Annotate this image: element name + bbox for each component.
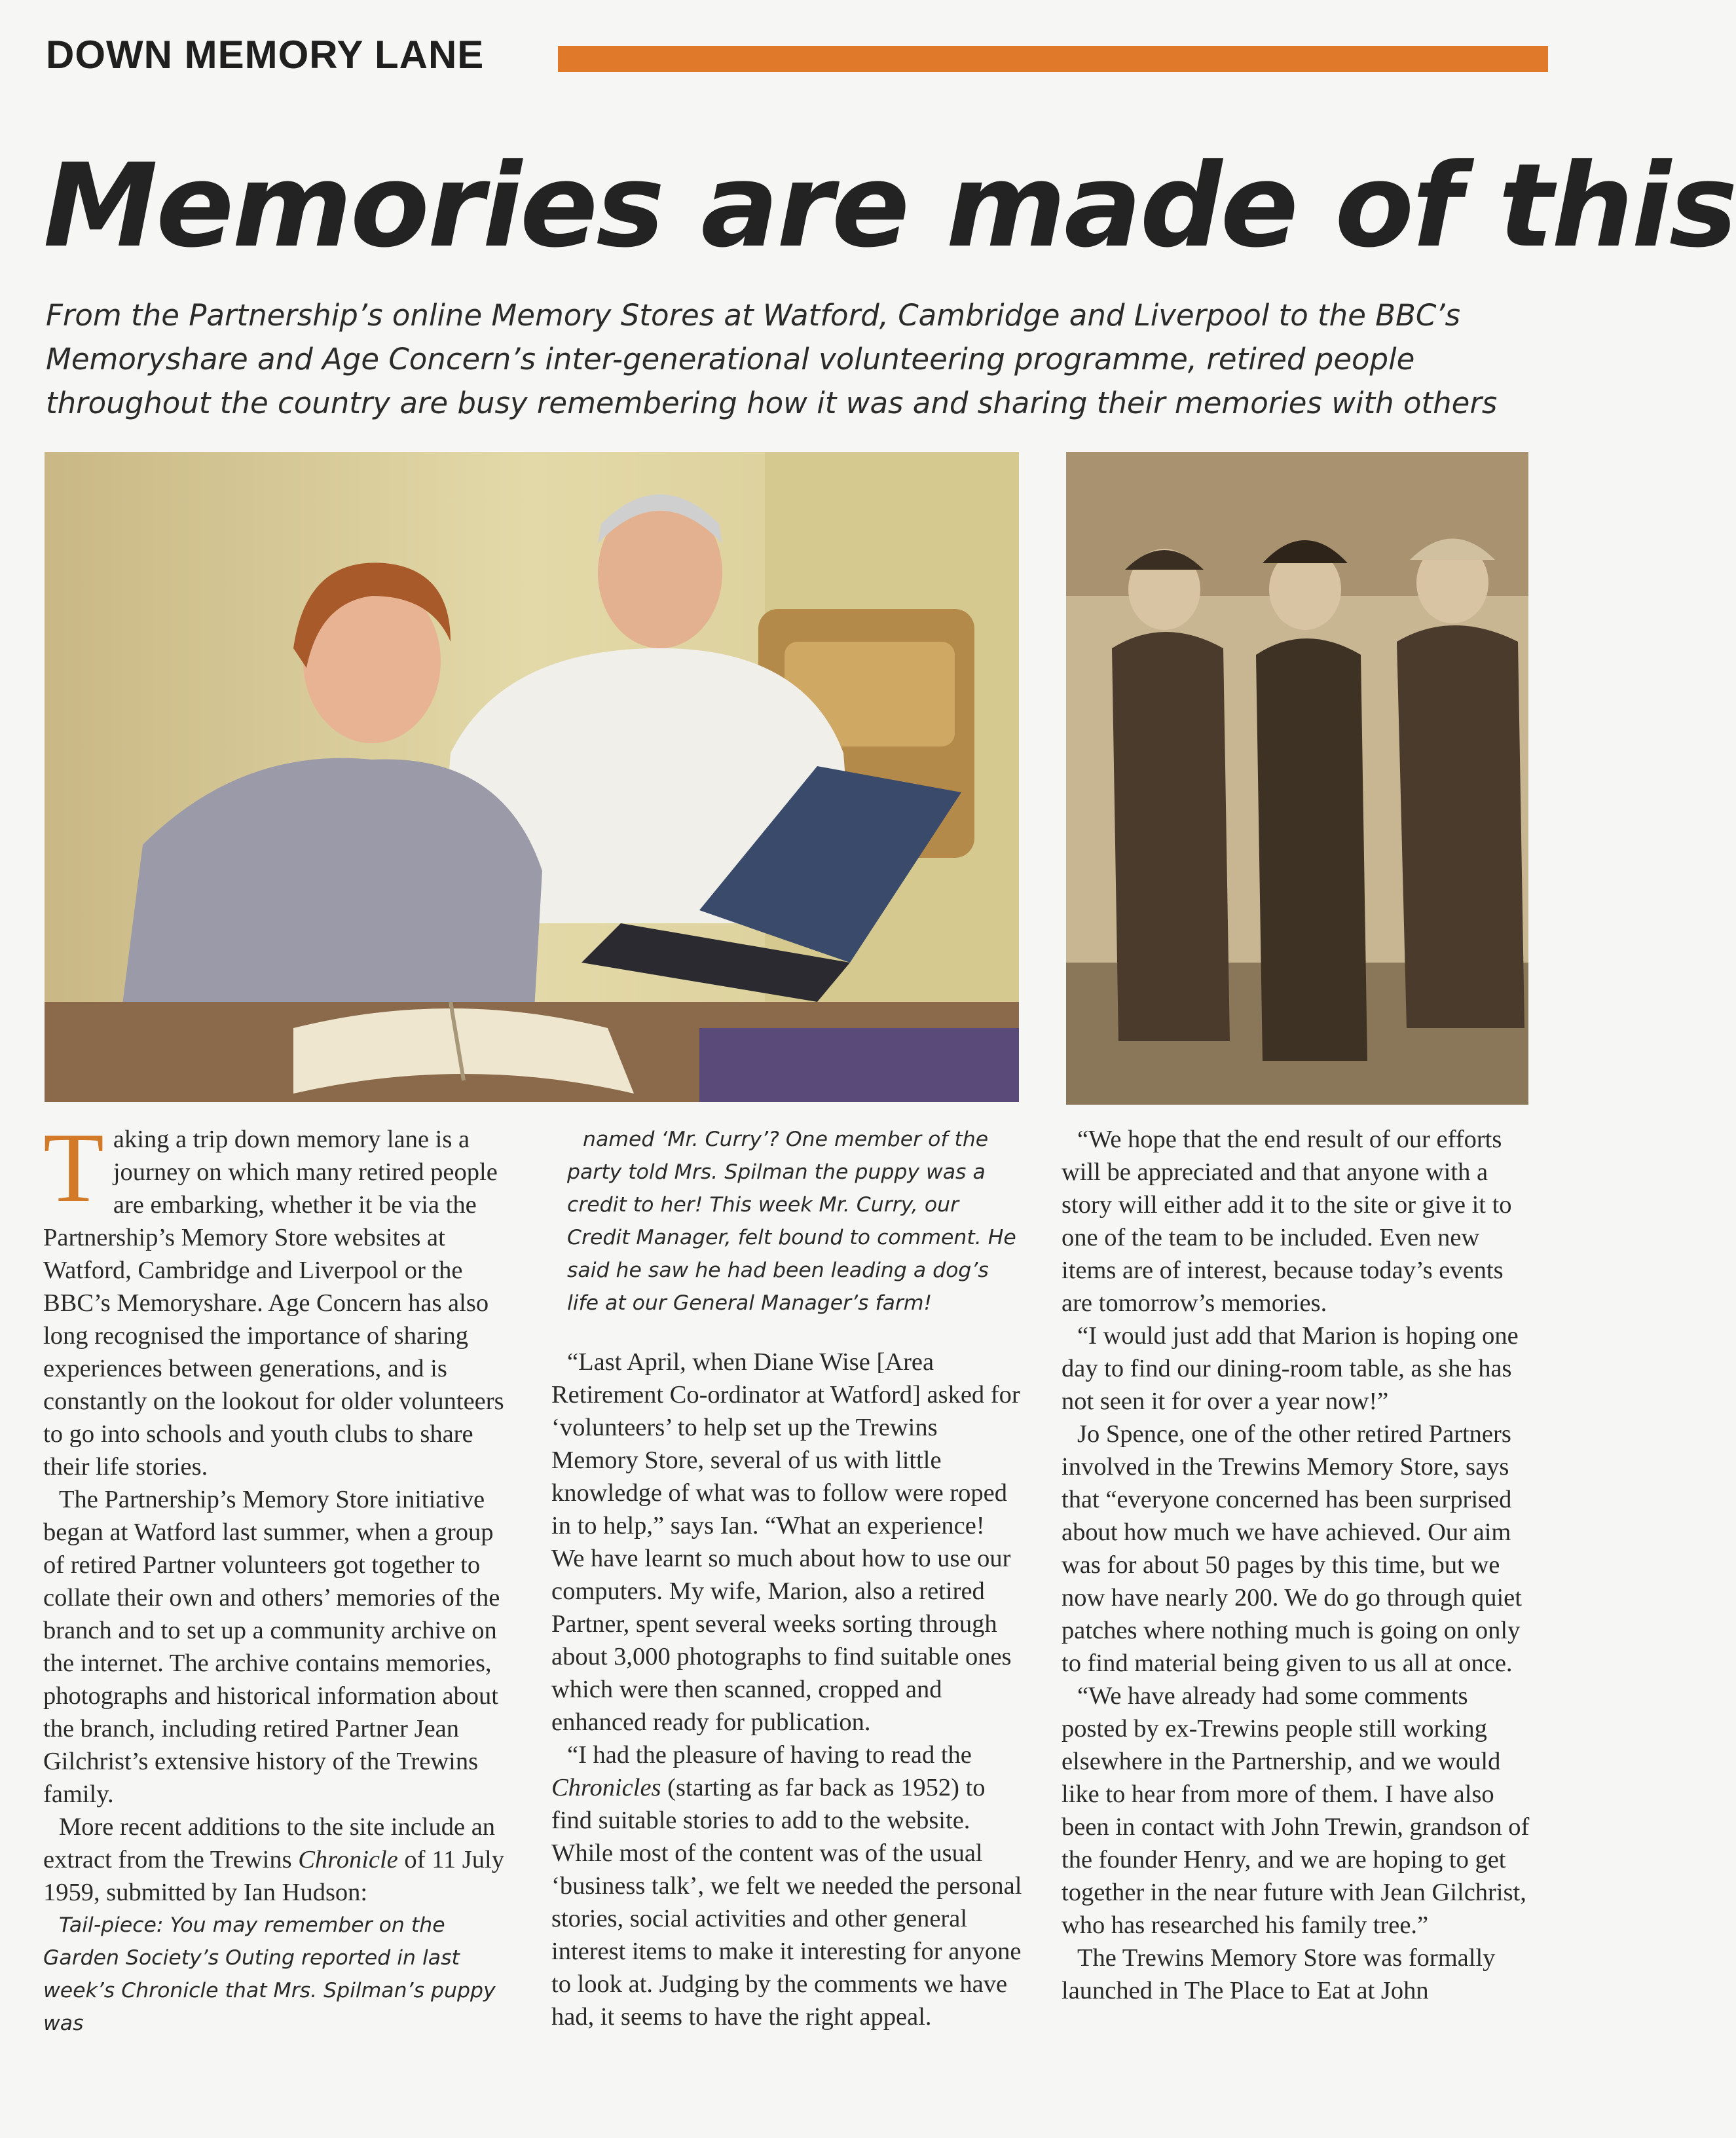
paragraph: “I would just add that Marion is hoping one day to find our dining-room table, as she has not seen it for over a year now!”	[1062, 1322, 1519, 1415]
photo-couple-icon	[45, 452, 1019, 1102]
paragraph: “We have already had some comments posted by ex-Trewins people still working elsewhere in the Partnership, and we would like to hear from more of them. I have also been in contact with John Trewin, grandson of the founder Henry, and we are hoping to get together in the near future with Jean Gilchrist, who has researched his family tree.”	[1062, 1682, 1530, 1939]
paragraph: The Trewins Memory Store was formally launched in The Place to Eat at John	[1062, 1944, 1496, 2004]
article-column-3	[1062, 1123, 1534, 2007]
headline: Memories are made of this	[43, 139, 1736, 273]
paragraph: “Last April, when Diane Wise [Area Retirement Co-ordinator at Watford] asked for ‘volunteers’ to help set up the Trewins Memory Store, several of us with little knowledge of what was to follow were roped in to help,” says Ian. “What an experience! We have learnt so much about how to use our computers. My wife, Marion, also a retired Partner, spent several weeks sorting through about 3,000 photographs to find suitable ones which were then scanned, cropped and enhanced ready for publication.	[551, 1348, 1020, 1736]
section-label: DOWN MEMORY LANE	[46, 33, 485, 77]
article-column-1	[43, 1113, 515, 2040]
paragraph-intro: Taking a trip down memory lane is a journey on which many retired people are embarking, whether it be via the Partnership’s Memory Store websites at Watford, Cambridge and Liverpool or the BBC’s Memoryshare. Age Concern has also long recognised the importance of sharing experiences between generations, and is constantly on the lookout for older volunteers to go into schools and youth clubs to share their life stories.	[43, 1113, 504, 1481]
tailpiece-quote: named ‘Mr. Curry’? One member of the party told Mrs. Spilman the puppy was a credit to her! This week Mr. Curry, our Credit Manager, felt bound to comment. He said he saw he had been leading a dog’s life at our General Manager’s farm!	[567, 1128, 1016, 1315]
photo-archive-icon	[1066, 452, 1528, 1105]
paragraph: More recent additions to the site include an extract from the Trewins Chronicle of 11 July 1959, submitted by Ian Hudson:	[43, 1813, 504, 1906]
tailpiece-quote: Tail-piece: You may remember on the Garden Society’s Outing reported in last week’s Chronicle that Mrs. Spilman’s puppy was	[43, 1913, 496, 2035]
section-rule	[558, 46, 1548, 72]
paragraph: “I had the pleasure of having to read the Chronicles (starting as far back as 1952) to find suitable stories to add to the website. While most of the content was of the usual ‘business talk’, we felt we needed the personal stories, social activities and other general interest items to make it interesting for anyone to look at. Judging by the comments we have had, it seems to have the right appeal.	[551, 1741, 1022, 2031]
paragraph: “We hope that the end result of our efforts will be appreciated and that anyone with a story will either add it to the site or give it to one of the team to be included. Even new items are of interest, because today’s events are tomorrow’s memories.	[1062, 1126, 1512, 1317]
paragraph: Jo Spence, one of the other retired Partners involved in the Trewins Memory Store, says that “everyone concerned has been surprised about how much we have achieved. Our aim was for about 50 pages by this time, but we now have nearly 200. We do go through quiet patches where nothing much is going on only to find material being given to us all at once.	[1062, 1420, 1522, 1677]
standfirst: From the Partnership’s online Memory Stores at Watford, Cambridge and Liverpool to the BBC’s Memoryshare and Age Concern’s inter-generational volunteering programme, retired people throughout the country are busy remembering how it was and sharing their memories with others	[46, 298, 1498, 420]
drop-cap: T	[43, 1113, 104, 1223]
paragraph: The Partnership’s Memory Store initiative began at Watford last summer, when a group of retired Partner volunteers got together to collate their own and others’ memories of the branch and to set up a community archive on the internet. The archive contains memories, photographs and historical information about the branch, including retired Partner Jean Gilchrist’s extensive history of the Trewins family.	[43, 1486, 500, 1808]
article-column-2	[551, 1123, 1023, 2033]
